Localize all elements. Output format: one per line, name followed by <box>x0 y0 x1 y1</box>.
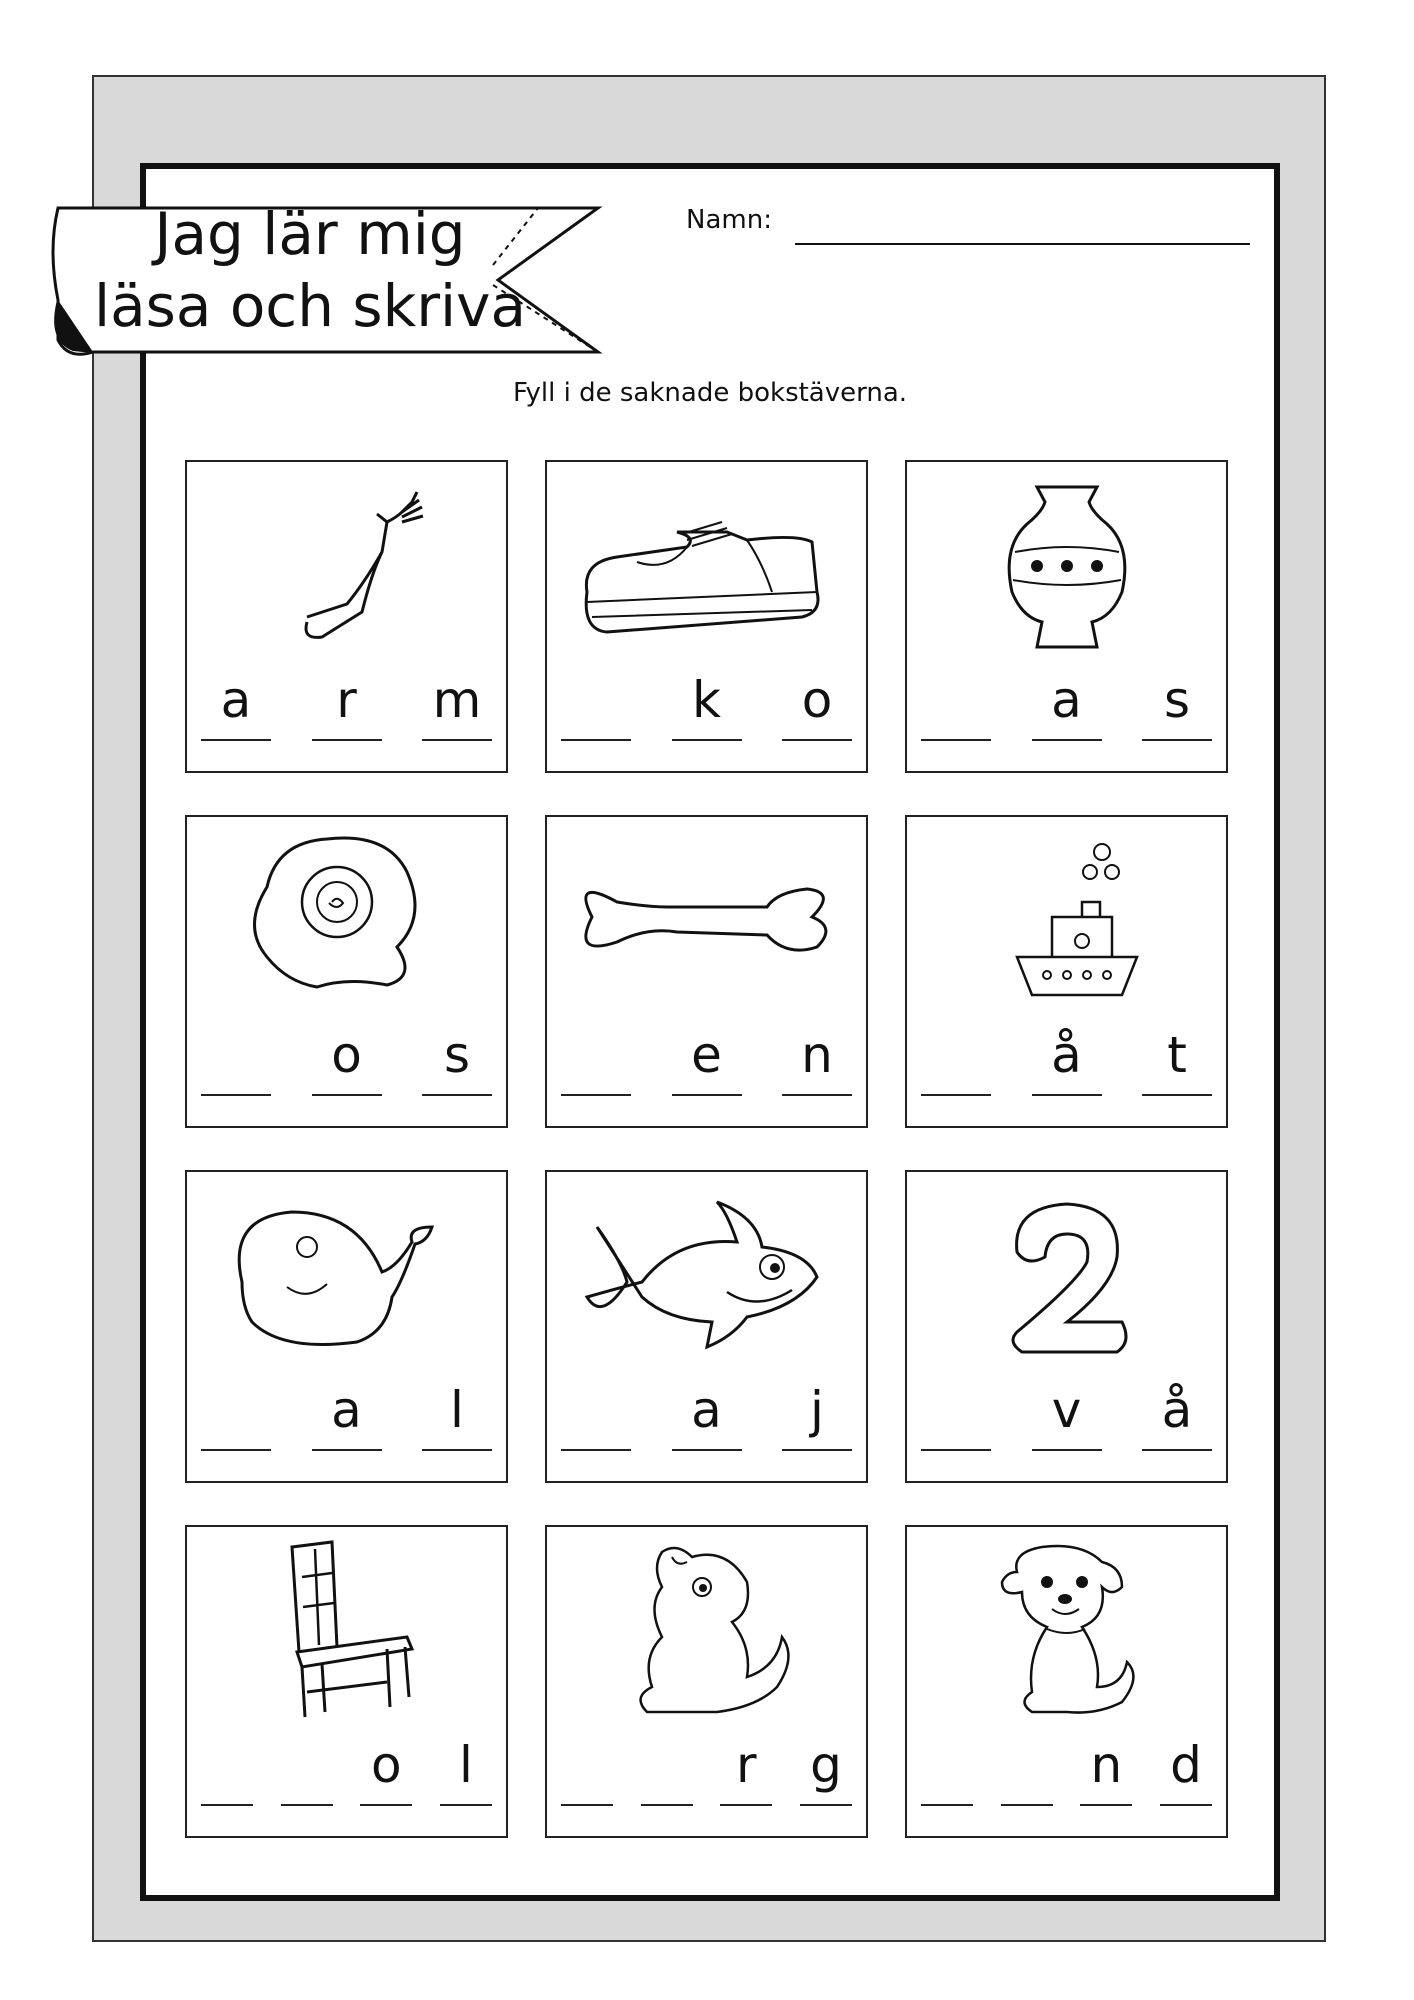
bone-icon <box>547 817 865 1017</box>
letter-slot[interactable]: n <box>782 1024 852 1096</box>
card-shark <box>545 1170 868 1483</box>
card-puppy <box>905 1525 1228 1838</box>
howling-dog-icon <box>547 1527 865 1727</box>
letter-slot[interactable] <box>201 1379 271 1451</box>
letter-slots <box>201 1026 492 1096</box>
letter-slot[interactable] <box>561 1379 631 1451</box>
letter-slot[interactable]: v <box>1032 1379 1102 1451</box>
letter-slot[interactable]: l <box>440 1734 492 1806</box>
letter-slot[interactable]: a <box>201 669 271 741</box>
letter-slot[interactable] <box>641 1734 693 1806</box>
letter-slots <box>921 1026 1212 1096</box>
letter-slot[interactable]: a <box>672 1379 742 1451</box>
number-two-icon <box>907 1172 1225 1372</box>
letter-slot[interactable]: m <box>422 669 492 741</box>
letter-slots <box>561 671 852 741</box>
letter-slot[interactable]: a <box>1032 669 1102 741</box>
card-howling-dog <box>545 1525 868 1838</box>
letter-slot[interactable]: r <box>720 1734 772 1806</box>
puppy-icon <box>907 1527 1225 1727</box>
title-line-2: läsa och skriva <box>93 272 527 340</box>
letter-slot[interactable]: n <box>1080 1734 1132 1806</box>
shark-icon <box>547 1172 865 1372</box>
letter-slot[interactable]: a <box>312 1379 382 1451</box>
letter-slot[interactable]: o <box>782 669 852 741</box>
letter-slot[interactable] <box>281 1734 333 1806</box>
title-line-1: Jag lär mig <box>154 200 466 268</box>
letter-slot[interactable]: l <box>422 1379 492 1451</box>
letter-slot[interactable]: o <box>360 1734 412 1806</box>
letter-slots <box>201 671 492 741</box>
letter-slot[interactable] <box>201 1024 271 1096</box>
card-arm <box>185 460 508 773</box>
card-boat <box>905 815 1228 1128</box>
letter-slot[interactable]: g <box>800 1734 852 1806</box>
letter-slot[interactable] <box>561 669 631 741</box>
letter-slots <box>201 1736 492 1806</box>
card-vase <box>905 460 1228 773</box>
letter-slot[interactable]: r <box>312 669 382 741</box>
letter-slot[interactable] <box>561 1734 613 1806</box>
card-whale <box>185 1170 508 1483</box>
instruction-text: Fyll i de saknade bokstäverna. <box>512 378 908 408</box>
name-field-line[interactable] <box>795 243 1250 245</box>
letter-slot[interactable]: o <box>312 1024 382 1096</box>
boat-icon <box>907 817 1225 1017</box>
letter-slots <box>561 1026 852 1096</box>
letter-slots <box>921 671 1212 741</box>
chair-icon <box>187 1527 505 1727</box>
card-two <box>905 1170 1228 1483</box>
rose-icon <box>187 817 505 1017</box>
letter-slot[interactable] <box>1001 1734 1053 1806</box>
name-label: Namn: <box>686 205 772 235</box>
letter-slot[interactable] <box>561 1024 631 1096</box>
letter-slots <box>921 1736 1212 1806</box>
letter-slot[interactable] <box>921 1379 991 1451</box>
shoe-icon <box>547 462 865 662</box>
arm-icon <box>187 462 505 662</box>
letter-slot[interactable]: å <box>1032 1024 1102 1096</box>
letter-slot[interactable] <box>201 1734 253 1806</box>
letter-slot[interactable]: k <box>672 669 742 741</box>
letter-slot[interactable] <box>921 669 991 741</box>
letter-slot[interactable]: å <box>1142 1379 1212 1451</box>
page-title <box>80 198 540 342</box>
letter-slot[interactable]: t <box>1142 1024 1212 1096</box>
letter-slot[interactable]: s <box>1142 669 1212 741</box>
card-shoe <box>545 460 868 773</box>
letter-slot[interactable] <box>921 1734 973 1806</box>
letter-slot[interactable]: e <box>672 1024 742 1096</box>
letter-slots <box>561 1381 852 1451</box>
letter-slot[interactable]: j <box>782 1379 852 1451</box>
letter-slot[interactable] <box>921 1024 991 1096</box>
letter-slot[interactable]: d <box>1160 1734 1212 1806</box>
letter-slots <box>561 1736 852 1806</box>
card-chair <box>185 1525 508 1838</box>
card-bone <box>545 815 868 1128</box>
letter-slots <box>201 1381 492 1451</box>
vase-icon <box>907 462 1225 662</box>
card-rose <box>185 815 508 1128</box>
letter-slots <box>921 1381 1212 1451</box>
whale-icon <box>187 1172 505 1372</box>
letter-slot[interactable]: s <box>422 1024 492 1096</box>
